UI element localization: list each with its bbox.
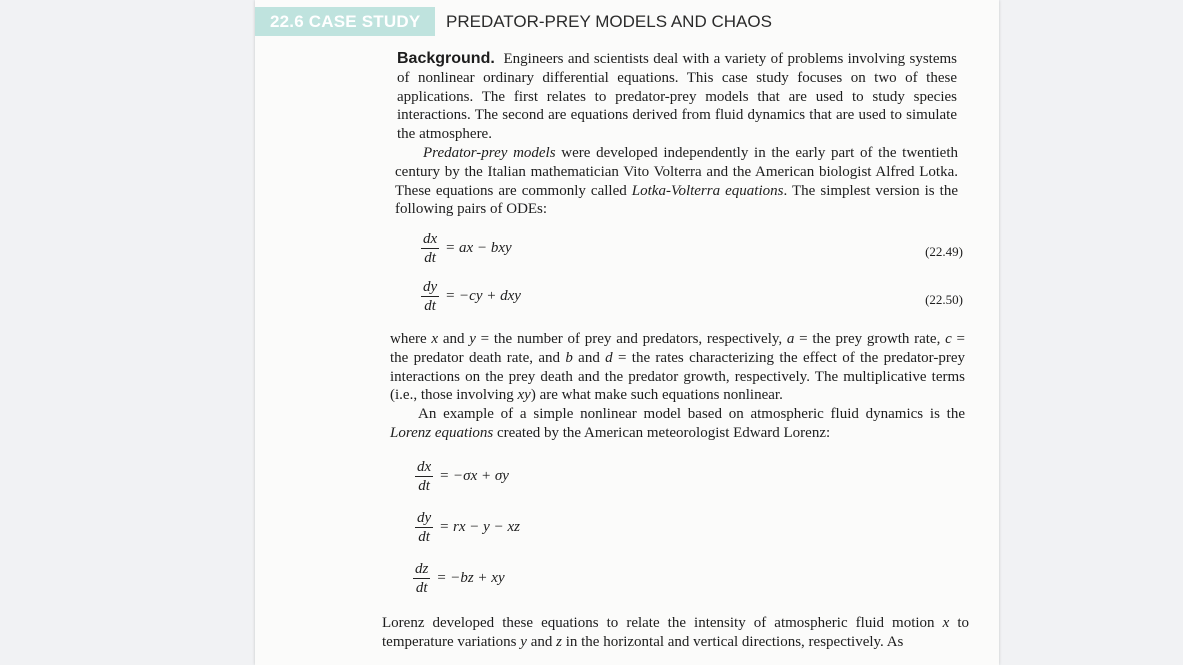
derivative-fraction: $\frac{dy}{dt}$ (417, 510, 432, 545)
emphasis-predator-prey-models: Predator-prey models (423, 145, 556, 161)
lorenz-equation-dz: $\frac{dz}{dt}$ = −bz + xy (415, 561, 505, 596)
derivative-fraction: $\frac{dx}{dt}$ (423, 231, 438, 266)
equation-22-50: $\frac{dy}{dt}$ = −cy + dxy (423, 279, 521, 314)
background-heading: Background. (397, 50, 495, 67)
emphasis-lorenz-equations: Lorenz equations (390, 424, 494, 441)
section-tag: 22.6 CASE STUDY (255, 7, 435, 36)
predator-prey-paragraph: Predator-prey models were developed independently in the early part of the twentieth century by the Italian mathematician Vito Volterra and the American biologist Alfred Lotka. These equations are commonly called Lotka-Volterra equations. The simplest version is the following pairs of ODEs: (395, 145, 958, 218)
equation-number: (22.50) (925, 292, 963, 307)
equation-number: (22.49) (925, 244, 963, 259)
equation-22-49: $\frac{dx}{dt}$ = ax − bxy (423, 231, 512, 266)
lorenz-equation-dx: $\frac{dx}{dt}$ = −σx + σy (417, 459, 509, 494)
running-title: PREDATOR-PREY MODELS AND CHAOS (446, 12, 772, 31)
background-paragraph (397, 50, 957, 144)
emphasis-lotka-volterra: Lotka-Volterra equations (631, 182, 784, 199)
textbook-page (255, 0, 999, 665)
background-body: Engineers and scientists deal with a variety of problems involving systems of nonlinear ordinary differential equations. This case study focuses on two of these applications. The first relates to predator-prey models that are used to study species interactions. The second are equations derived from fluid dynamics that are used to simulate the atmosphere. (397, 51, 957, 143)
variables-paragraph: where x and y = the number of prey and predators, respectively, a = the prey growth rate, c = the predator death rate, and b and d = the rates characterizing the effect of the predator-prey interactions on the prey death and the predator growth, respectively. The multiplicative terms (i.e., those involving xy) are what make such equations nonlinear. An example of a simple nonlinear model based on atmospheric fluid dynamics is the Lorenz equations created by the American meteorologist Edward Lorenz: (390, 331, 965, 441)
derivative-fraction: $\frac{dx}{dt}$ (417, 459, 432, 494)
derivative-fraction: $\frac{dz}{dt}$ (415, 561, 429, 596)
lorenz-explanation-paragraph: Lorenz developed these equations to relate the intensity of atmospheric fluid motion x to temperature variations y and z in the horizontal and vertical directions, respectively. As (382, 615, 969, 650)
lorenz-equation-dy: $\frac{dy}{dt}$ = rx − y − xz (417, 510, 520, 545)
derivative-fraction: $\frac{dy}{dt}$ (423, 279, 438, 314)
